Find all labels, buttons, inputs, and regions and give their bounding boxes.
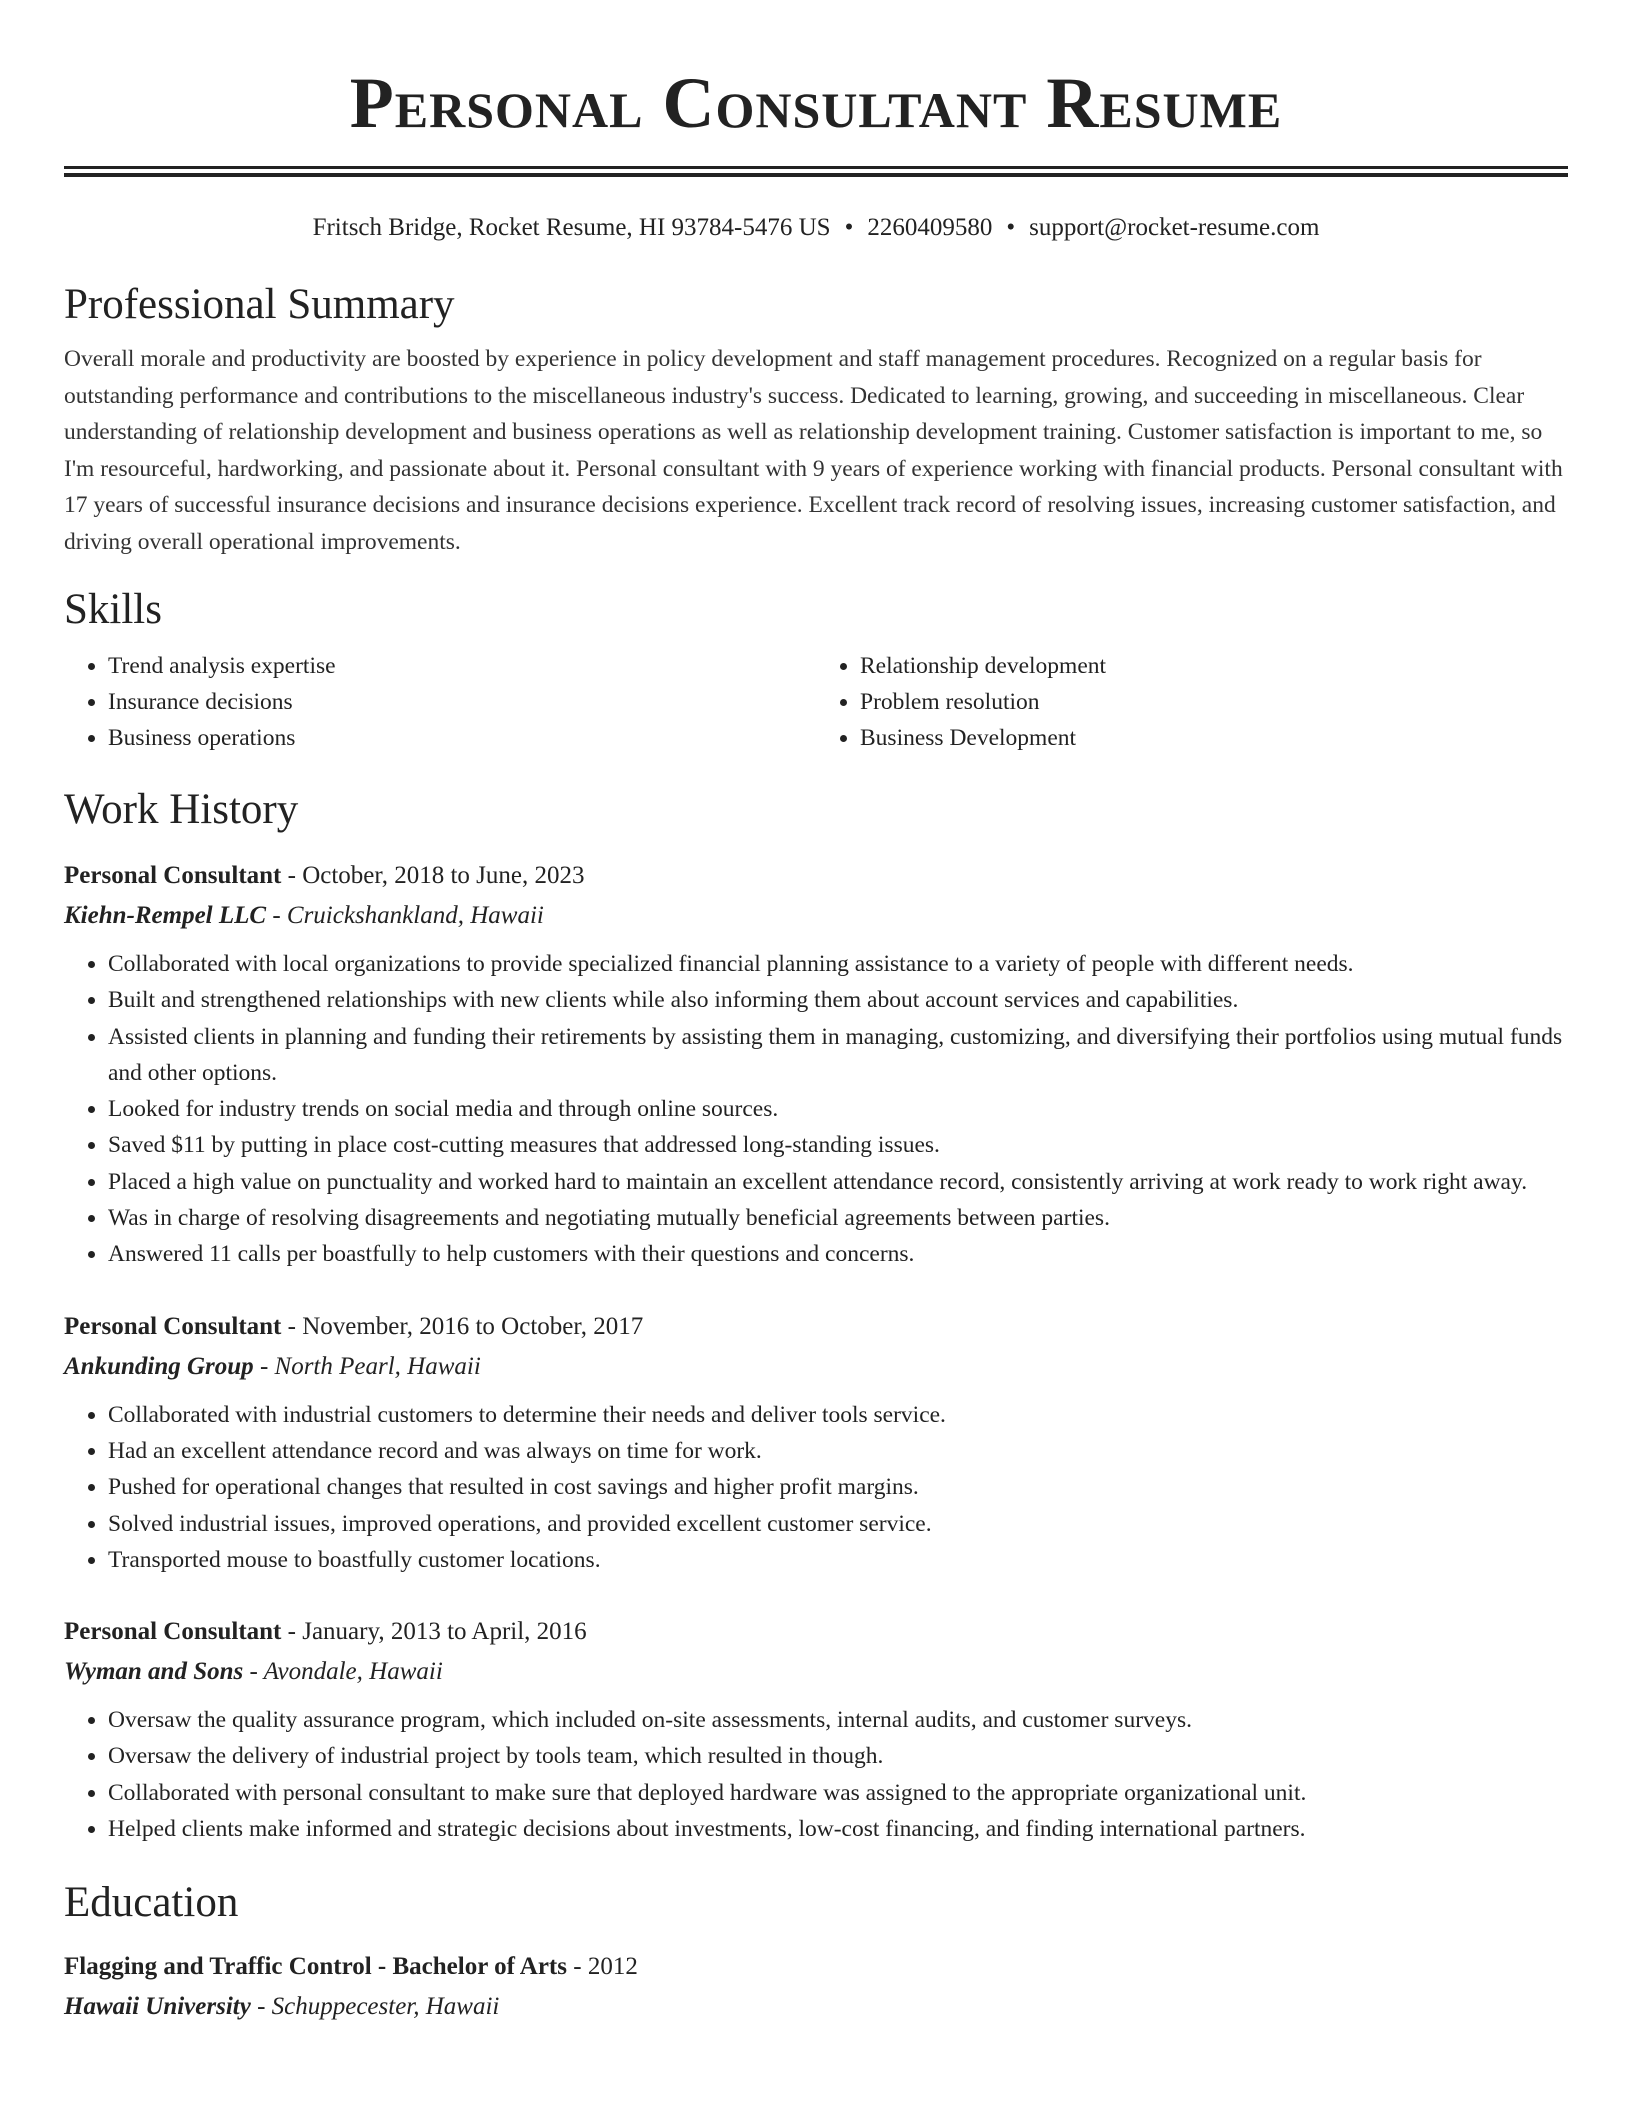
job-title-line [64,1307,1568,1347]
company-line [64,1347,1568,1387]
degree-line [64,1947,1568,1987]
job-bullet: • Had an excellent attendance record and was always on time for work. [108,1433,1568,1469]
company-location: - Avondale, Hawaii [243,1658,443,1686]
skill-item: • Insurance decisions [108,684,816,720]
education-heading: Education [64,1879,239,1927]
contact-address: Fritsch Bridge, Rocket Resume, HI 93784-5476 US [312,214,831,241]
job-bullet: • Placed a high value on punctuality and worked hard to maintain an excellent attendance record, consistently arriving at work ready to work right away. [108,1164,1568,1200]
job-title: Personal Consultant [64,862,282,889]
summary-heading: Professional Summary [64,281,455,328]
company-line [64,1652,1568,1692]
company-line [64,896,1568,936]
school-line [64,1987,1568,2027]
job-bullet: • Collaborated with personal consultant to make sure that deployed hardware was assigned to the appropriate organizational unit. [108,1775,1568,1811]
job-bullets [64,946,1568,1273]
company-location: - Cruickshankland, Hawaii [266,902,544,929]
job-entry [64,1307,1568,1578]
skill-item: • Trend analysis expertise [108,648,816,684]
skill-item: • Relationship development [860,648,1568,684]
contact-phone: 2260409580 [867,214,993,241]
job-bullet: • Built and strengthened relationships with new clients while also informing them about account services and capabilities. [108,982,1568,1018]
title-double-rule [64,166,1568,177]
skills-list-right [816,648,1568,756]
education-entry [64,1947,1568,2027]
job-title: Personal Consultant [64,1618,282,1646]
degree-name: Flagging and Traffic Control - Bachelor of Arts [64,1953,567,1981]
skills-heading: Skills [64,586,162,633]
job-title: Personal Consultant [64,1312,282,1340]
job-entry [64,1612,1568,1847]
job-bullet: • Answered 11 calls per boastfully to help customers with their questions and concerns. [108,1236,1568,1272]
job-dates: - November, 2016 to October, 2017 [281,1312,644,1340]
skills-columns [64,648,1568,756]
job-bullet: • Collaborated with industrial customers to determine their needs and deliver tools service. [108,1397,1568,1433]
job-bullet: • Oversaw the quality assurance program, which included on-site assessments, internal audits, and customer surveys. [108,1702,1568,1738]
contact-separator: • [844,214,854,241]
job-bullet: • Solved industrial issues, improved operations, and provided excellent customer service. [108,1506,1568,1542]
skill-item: • Business Development [860,720,1568,756]
job-title-line [64,1612,1568,1652]
job-bullet: • Oversaw the delivery of industrial project by tools team, which resulted in though. [108,1738,1568,1774]
company-name: Kiehn-Rempel LLC [64,902,267,929]
degree-year: - 2012 [567,1953,638,1981]
skill-item: • Business operations [108,720,816,756]
job-bullet: • Assisted clients in planning and funding their retirements by assisting them in managing, customizing, and diversifying their portfolios using mutual funds and other options. [108,1019,1568,1092]
job-bullet: • Transported mouse to boastfully customer locations. [108,1542,1568,1578]
job-bullet: • Saved $11 by putting in place cost-cutting measures that addressed long-standing issues. [108,1127,1568,1163]
school-location: - Schuppecester, Hawaii [250,1993,500,2021]
contact-email: support@rocket-resume.com [1029,214,1320,241]
job-bullet: • Helped clients make informed and strategic decisions about investments, low-cost financing, and finding international partners. [108,1811,1568,1847]
job-dates: - January, 2013 to April, 2016 [281,1618,587,1646]
job-dates: - October, 2018 to June, 2023 [281,862,585,889]
job-bullet: • Looked for industry trends on social media and through online sources. [108,1091,1568,1127]
contact-separator: • [1006,214,1016,241]
job-bullets [64,1397,1568,1578]
company-name: Ankunding Group [64,1352,254,1380]
skill-item: • Problem resolution [860,684,1568,720]
skills-list-left [64,648,816,756]
job-title-line [64,856,1568,896]
summary-text: Overall morale and productivity are boosted by experience in policy development and staff management procedures. Recognized on a regular basis for outstanding performance and contributions to the miscellaneous industry's success. Dedicated to learning, growing, and succeeding in miscellaneous. Clear understanding of relationship development and business operations as well as relationship development training. Customer satisfaction is important to me, so I'm resourceful, hardworking, and passionate about it. Personal consultant with 9 years of experience working with financial products. Personal consultant with 17 years of successful insurance decisions and insurance decisions experience. Excellent track record of resolving issues, increasing customer satisfaction, and driving overall operational improvements. [64,346,1563,555]
company-location: - North Pearl, Hawaii [253,1352,481,1380]
job-bullet: • Pushed for operational changes that resulted in cost savings and higher profit margins. [108,1469,1568,1505]
work-history-heading: Work History [64,786,299,833]
job-bullet: • Was in charge of resolving disagreements and negotiating mutually beneficial agreements between parties. [108,1200,1568,1236]
school-name: Hawaii University [64,1993,251,2021]
job-bullet: • Collaborated with local organizations to provide specialized financial planning assistance to a variety of people with different needs. [108,946,1568,982]
contact-line [64,211,1568,245]
company-name: Wyman and Sons [64,1658,244,1686]
job-entry [64,856,1568,1273]
job-bullets [64,1702,1568,1847]
resume-title: Personal Consultant Resume [349,63,1283,143]
